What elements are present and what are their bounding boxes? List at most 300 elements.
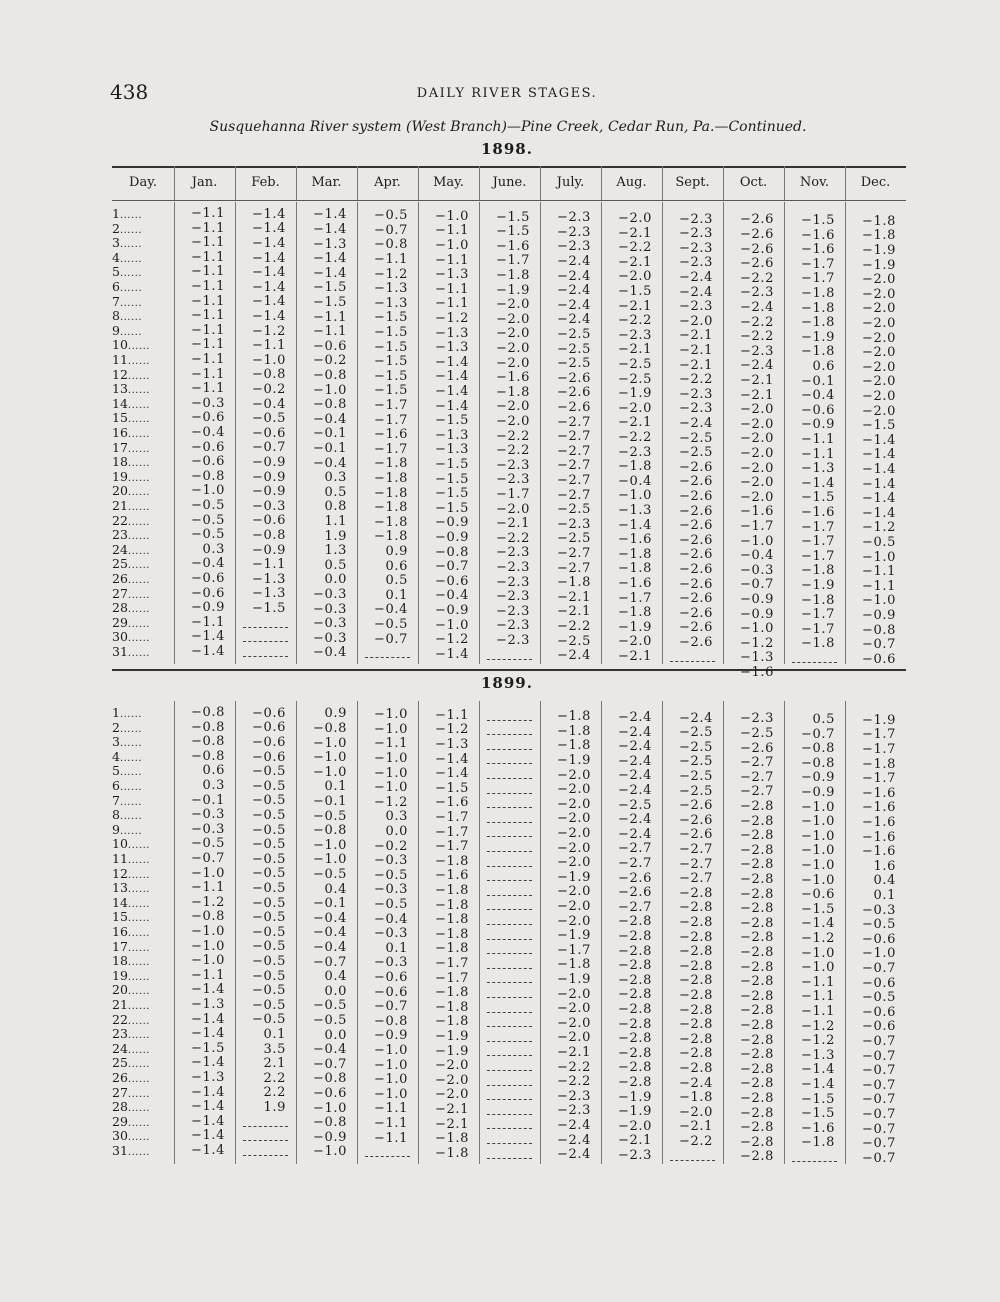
stage-value: −2.6	[557, 370, 591, 386]
day-leader-dots: ......	[127, 840, 150, 852]
stage-value: −1.9	[496, 282, 530, 298]
stage-value: −1.1	[191, 264, 225, 280]
day-leader-dots: ......	[119, 297, 143, 309]
day-number: 25	[112, 556, 128, 572]
stage-value: −1.1	[374, 251, 408, 267]
column-rule	[723, 701, 724, 1164]
stage-value: −1.5	[191, 1040, 225, 1056]
stage-value: −1.3	[191, 1070, 225, 1085]
stage-value: −0.7	[313, 954, 347, 970]
stage-value: −1.1	[252, 338, 286, 354]
stage-value: −0.7	[435, 559, 469, 575]
day-leader-dots: ......	[127, 604, 150, 616]
day-leader-dots: ......	[127, 1030, 150, 1042]
stage-value: −0.6	[862, 931, 896, 947]
day-label	[112, 1099, 174, 1114]
day-label	[112, 968, 174, 983]
stage-value: −0.2	[252, 381, 286, 397]
stage-value: −2.4	[618, 782, 652, 798]
day-number: 22	[112, 512, 128, 528]
month-column-mar	[296, 705, 357, 1162]
day-leader-dots: ......	[119, 312, 143, 324]
stage-value: −0.9	[435, 603, 469, 618]
stage-value: −1.8	[435, 941, 469, 957]
stage-value: −2.0	[679, 313, 713, 329]
stage-value: −1.5	[435, 457, 469, 472]
day-leader-dots: ......	[119, 224, 143, 236]
stage-value: −0.6	[801, 402, 835, 418]
day-number: 21	[112, 498, 128, 513]
stage-value: −1.8	[557, 957, 591, 973]
stage-value: −2.4	[557, 268, 591, 284]
stage-value: −0.5	[252, 411, 286, 427]
stage-value: −1.4	[862, 505, 896, 521]
stage-value: −1.2	[191, 894, 225, 910]
stage-value: −0.6	[252, 749, 286, 765]
stage-value: −1.8	[435, 926, 469, 942]
stage-value: −2.8	[618, 987, 652, 1003]
stage-value: −1.4	[191, 1026, 225, 1042]
stage-value: −2.8	[679, 929, 713, 945]
day-number: 19	[112, 967, 128, 983]
day-label	[112, 556, 174, 571]
stage-value: −1.1	[374, 1130, 408, 1146]
stage-value: −2.5	[679, 739, 713, 755]
stage-value: −2.3	[740, 711, 774, 727]
stage-value: −2.6	[679, 827, 713, 843]
stage-value: −1.6	[801, 227, 835, 243]
stage-value: −1.0	[191, 865, 225, 881]
stage-value: −1.9	[862, 712, 896, 728]
stage-value: −1.7	[618, 590, 652, 606]
stage-value: −1.8	[801, 286, 835, 301]
stage-value: −0.8	[191, 719, 225, 735]
stage-value: −2.7	[740, 755, 774, 771]
stage-value: −2.8	[679, 1017, 713, 1033]
stage-value: −2.8	[740, 930, 774, 946]
stage-value: −1.9	[435, 1029, 469, 1044]
stage-value: −0.6	[435, 573, 469, 589]
day-leader-dots: ......	[127, 986, 150, 998]
stage-value: 1.9	[324, 528, 347, 544]
day-leader-dots: ......	[127, 1044, 150, 1056]
stage-value: −2.8	[618, 1001, 652, 1017]
stage-value: −1.9	[862, 257, 896, 273]
stage-value: −0.5	[374, 896, 408, 912]
day-leader-dots: ......	[127, 1132, 150, 1144]
stage-value: −2.5	[679, 725, 713, 741]
stage-value: −1.8	[496, 384, 530, 400]
column-header-june: June.	[492, 175, 527, 190]
day-leader-dots: ......	[127, 884, 150, 896]
stage-value: −1.6	[496, 370, 530, 386]
stage-value: −0.3	[374, 882, 408, 898]
stage-value: −1.1	[191, 381, 225, 397]
day-label	[112, 793, 174, 808]
stage-value: −2.8	[618, 1016, 652, 1032]
stage-value: −0.6	[252, 513, 286, 529]
stage-value: −2.2	[557, 1074, 591, 1090]
stage-value: −0.3	[313, 601, 347, 617]
stage-value: −1.0	[801, 858, 835, 873]
column-rule	[845, 202, 846, 664]
day-leader-dots: ......	[127, 633, 150, 645]
column-header-aug: Aug.	[616, 175, 647, 190]
stage-value: −0.9	[801, 770, 835, 786]
header-column-rule	[235, 166, 236, 200]
stage-value: −2.1	[679, 1119, 713, 1135]
stage-value: −0.4	[191, 556, 225, 572]
stage-value: −1.3	[374, 281, 408, 297]
stage-value: −0.5	[252, 910, 286, 926]
stage-value: −1.1	[252, 557, 286, 573]
stage-value: −2.1	[618, 415, 652, 431]
day-number: 27	[112, 585, 128, 601]
month-column-sept	[662, 705, 723, 1162]
stage-value: −1.1	[801, 974, 835, 990]
no-record-leader	[487, 866, 532, 867]
stage-value: −1.5	[496, 209, 530, 225]
day-leader-dots: ......	[127, 370, 150, 382]
no-record-leader	[487, 1143, 532, 1144]
stage-value: −2.5	[557, 356, 591, 372]
stage-value: −2.3	[496, 603, 530, 619]
stage-value: −0.4	[374, 602, 408, 618]
stage-value: −1.4	[435, 398, 469, 414]
stage-value: −2.4	[679, 710, 713, 726]
column-rule	[235, 202, 236, 664]
stage-value: −2.0	[740, 475, 774, 491]
stage-value: 0.0	[385, 823, 408, 839]
stage-value: −1.5	[313, 280, 347, 296]
stage-value: −2.0	[618, 210, 652, 226]
stage-value: −0.3	[313, 616, 347, 632]
stage-value: −1.1	[435, 296, 469, 312]
no-record-leader	[487, 836, 532, 837]
stage-value: −1.7	[374, 412, 408, 428]
stage-value: −2.2	[618, 313, 652, 329]
no-record-leader	[487, 793, 532, 794]
stage-value: −2.6	[679, 576, 713, 592]
stage-value: −1.9	[557, 753, 591, 768]
stage-value: −1.5	[496, 224, 530, 240]
stage-value: −1.4	[191, 629, 225, 645]
day-label	[112, 734, 174, 749]
stage-value: −2.8	[679, 988, 713, 1003]
column-rule	[601, 202, 602, 664]
header-column-rule	[662, 166, 663, 200]
stage-value: −2.0	[557, 1001, 591, 1017]
day-leader-dots: ......	[119, 253, 143, 265]
stage-value: 0.3	[202, 541, 225, 557]
month-column-dec	[845, 705, 906, 1166]
day-number: 8	[112, 308, 120, 324]
day-number: 28	[112, 1099, 128, 1115]
stage-value: −2.6	[679, 798, 713, 814]
stage-value: −2.2	[496, 443, 530, 459]
stage-value: −1.0	[435, 238, 469, 253]
stage-value: −0.7	[862, 1106, 896, 1122]
day-label	[112, 235, 174, 250]
stage-value: −2.4	[557, 297, 591, 313]
day-label	[112, 454, 174, 469]
column-rule	[784, 202, 785, 664]
stage-value: −1.3	[374, 295, 408, 311]
day-leader-dots: ......	[119, 283, 143, 294]
stage-value: −2.0	[618, 400, 652, 416]
stage-value: −0.6	[862, 975, 896, 991]
no-record-leader	[487, 659, 532, 660]
stage-value: 1.3	[324, 543, 347, 559]
stage-value: −2.8	[740, 1047, 774, 1063]
stage-value: −1.8	[679, 1090, 713, 1106]
stage-value: −1.8	[801, 592, 835, 608]
stage-value: 0.9	[324, 706, 347, 722]
stage-value: −2.6	[679, 489, 713, 504]
stage-value: −2.8	[740, 1120, 774, 1136]
day-label	[112, 895, 174, 910]
day-number: 21	[112, 997, 128, 1012]
day-label	[112, 997, 174, 1012]
day-number: 13	[112, 880, 128, 896]
day-number: 3	[112, 734, 120, 750]
day-leader-dots: ......	[127, 458, 150, 470]
stage-value: −2.3	[496, 632, 530, 648]
stage-value: −1.2	[801, 1033, 835, 1049]
stage-value: −1.0	[313, 1100, 347, 1116]
stage-value: −2.2	[679, 1134, 713, 1149]
stage-value: −1.6	[496, 238, 530, 254]
stage-value: −2.8	[618, 972, 652, 988]
day-leader-dots: ......	[127, 589, 150, 601]
stage-value: −1.5	[435, 471, 469, 487]
stage-value: −0.8	[862, 622, 896, 638]
day-leader-dots: ......	[119, 738, 143, 750]
stage-value: −2.6	[679, 474, 713, 490]
day-label	[112, 381, 174, 396]
day-number: 20	[112, 982, 128, 998]
stage-value: −1.4	[313, 251, 347, 267]
stage-value: −1.1	[801, 432, 835, 447]
stage-value: −0.3	[191, 821, 225, 837]
day-label	[112, 425, 174, 440]
stage-value: −0.7	[862, 960, 896, 976]
day-leader-dots: ......	[127, 1074, 150, 1085]
stage-value: −2.4	[618, 812, 652, 828]
stage-value: −1.7	[801, 519, 835, 535]
day-number: 4	[112, 748, 120, 764]
day-number: 2	[112, 719, 120, 735]
stage-value: −1.0	[191, 924, 225, 939]
header-column-rule	[845, 166, 846, 200]
stage-value: −1.5	[435, 413, 469, 429]
column-rule	[662, 202, 663, 664]
running-head: DAILY RIVER STAGES.	[416, 86, 598, 101]
day-label	[112, 323, 174, 338]
day-label	[112, 469, 174, 484]
stage-value: −2.8	[618, 928, 652, 944]
stage-value: −2.7	[557, 414, 591, 430]
stage-value: −0.5	[252, 953, 286, 969]
stage-value: −1.4	[191, 1099, 225, 1115]
stage-value: −1.4	[618, 517, 652, 533]
stage-value: −2.3	[557, 516, 591, 532]
no-record-leader	[792, 662, 837, 663]
stage-value: −1.4	[191, 1084, 225, 1100]
stage-value: −1.1	[801, 989, 835, 1005]
stage-value: 0.3	[385, 809, 408, 825]
stage-value: −1.6	[862, 785, 896, 801]
stage-value: −2.2	[496, 428, 530, 444]
day-label	[112, 440, 174, 455]
day-leader-dots: ......	[127, 472, 150, 484]
stage-value: −2.3	[496, 545, 530, 561]
day-number: 26	[112, 571, 128, 586]
stage-value: −0.8	[374, 1013, 408, 1029]
stage-value: −1.3	[801, 1047, 835, 1063]
column-rule	[784, 701, 785, 1164]
stage-value: −1.2	[862, 520, 896, 536]
stage-value: −1.7	[801, 607, 835, 623]
stage-value: −0.5	[252, 997, 286, 1013]
day-number: 24	[112, 1040, 128, 1056]
stage-value: −1.8	[618, 561, 652, 577]
month-column-may	[418, 705, 479, 1162]
stage-value: 1.6	[873, 858, 896, 874]
stage-value: −1.8	[496, 267, 530, 283]
stage-value: −0.8	[252, 527, 286, 543]
stage-value: −2.0	[496, 297, 530, 313]
day-label	[112, 250, 174, 265]
stage-value: −1.7	[862, 771, 896, 787]
stage-value: −1.3	[435, 427, 469, 443]
stage-value: −2.8	[740, 1032, 774, 1048]
day-number: 16	[112, 425, 128, 440]
stage-value: −0.4	[313, 910, 347, 926]
stage-value: −0.8	[313, 1071, 347, 1087]
stage-value: −0.8	[313, 368, 347, 383]
stage-value: −2.5	[618, 356, 652, 372]
stage-value: −0.3	[374, 926, 408, 942]
no-record-leader	[487, 807, 532, 808]
stage-value: −0.4	[374, 911, 408, 927]
day-number: 30	[112, 629, 128, 645]
stage-value: −1.0	[374, 765, 408, 781]
stage-value: −2.1	[679, 343, 713, 358]
stage-value: −2.7	[679, 842, 713, 857]
stage-value: −1.3	[740, 650, 774, 666]
stage-value: −1.1	[435, 281, 469, 297]
stage-value: −0.5	[252, 778, 286, 794]
no-record-leader	[487, 1128, 532, 1129]
stage-value: −2.0	[557, 855, 591, 871]
stage-value: −0.5	[252, 1012, 286, 1028]
stage-value: −2.0	[862, 345, 896, 361]
stage-value: −1.1	[801, 446, 835, 462]
stage-value: −1.6	[862, 829, 896, 845]
stage-value: −0.2	[313, 353, 347, 369]
stage-value: −1.4	[252, 206, 286, 222]
stage-value: −0.6	[191, 410, 225, 426]
stage-value: 0.0	[324, 983, 347, 999]
day-number: 23	[112, 527, 128, 543]
stage-value: −0.8	[435, 544, 469, 560]
no-record-leader	[365, 1156, 410, 1157]
stage-value: −1.1	[313, 324, 347, 340]
stage-value: −1.0	[801, 814, 835, 830]
stage-value: −0.4	[191, 425, 225, 440]
stage-value: 0.1	[263, 1026, 286, 1042]
no-record-leader	[243, 1155, 288, 1156]
stage-value: −2.1	[679, 328, 713, 344]
column-rule	[296, 202, 297, 664]
day-leader-dots: ......	[127, 502, 150, 513]
stage-value: −2.2	[557, 1059, 591, 1075]
day-label	[112, 352, 174, 367]
stage-value: −2.8	[679, 1002, 713, 1018]
stage-value: −1.8	[862, 228, 896, 244]
stage-value: −1.9	[618, 1104, 652, 1120]
stage-value: −1.5	[374, 324, 408, 340]
stage-value: −2.2	[679, 372, 713, 388]
stage-value: −0.7	[862, 637, 896, 653]
column-header-day: Day.	[129, 175, 157, 190]
day-number: 1	[112, 705, 120, 720]
stage-value: −0.7	[862, 1077, 896, 1093]
stage-value: −2.4	[557, 648, 591, 664]
day-leader-dots: ......	[127, 913, 150, 925]
stage-value: 0.3	[202, 778, 225, 793]
day-leader-dots: ......	[127, 957, 150, 969]
stage-value: −1.0	[740, 533, 774, 549]
no-record-leader	[487, 997, 532, 998]
stage-value: −1.2	[801, 1018, 835, 1034]
day-number: 15	[112, 410, 128, 426]
day-leader-dots: ......	[127, 928, 150, 939]
stage-value: −0.5	[191, 836, 225, 852]
stage-value: −0.8	[191, 468, 225, 484]
stage-value: −1.4	[435, 751, 469, 767]
column-rule	[174, 701, 175, 1164]
stage-value: −2.0	[557, 913, 591, 929]
stage-value: −0.8	[191, 734, 225, 750]
stage-value: −1.5	[801, 490, 835, 506]
month-column-july	[540, 206, 601, 662]
header-column-rule	[784, 166, 785, 200]
stage-value: −0.6	[374, 969, 408, 985]
day-leader-dots: ......	[119, 782, 143, 793]
day-label	[112, 615, 174, 630]
stage-value: −2.0	[496, 399, 530, 415]
stage-value: −0.1	[313, 794, 347, 809]
stage-value: −2.6	[557, 385, 591, 401]
stage-value: −2.3	[618, 1147, 652, 1163]
stage-value: −2.1	[740, 387, 774, 403]
stage-value: −2.8	[618, 1074, 652, 1090]
stage-value: −1.8	[801, 344, 835, 360]
day-label	[112, 1026, 174, 1041]
no-record-leader	[487, 1114, 532, 1115]
stage-value: −2.8	[740, 1003, 774, 1019]
stage-value: −1.8	[557, 575, 591, 591]
stage-value: −1.0	[374, 721, 408, 737]
stage-value: −2.0	[618, 269, 652, 285]
stage-value: −1.4	[252, 294, 286, 310]
stage-value: −1.0	[740, 621, 774, 637]
stage-value: −0.6	[191, 585, 225, 601]
day-label	[112, 1070, 174, 1085]
day-leader-dots: ......	[127, 869, 150, 881]
